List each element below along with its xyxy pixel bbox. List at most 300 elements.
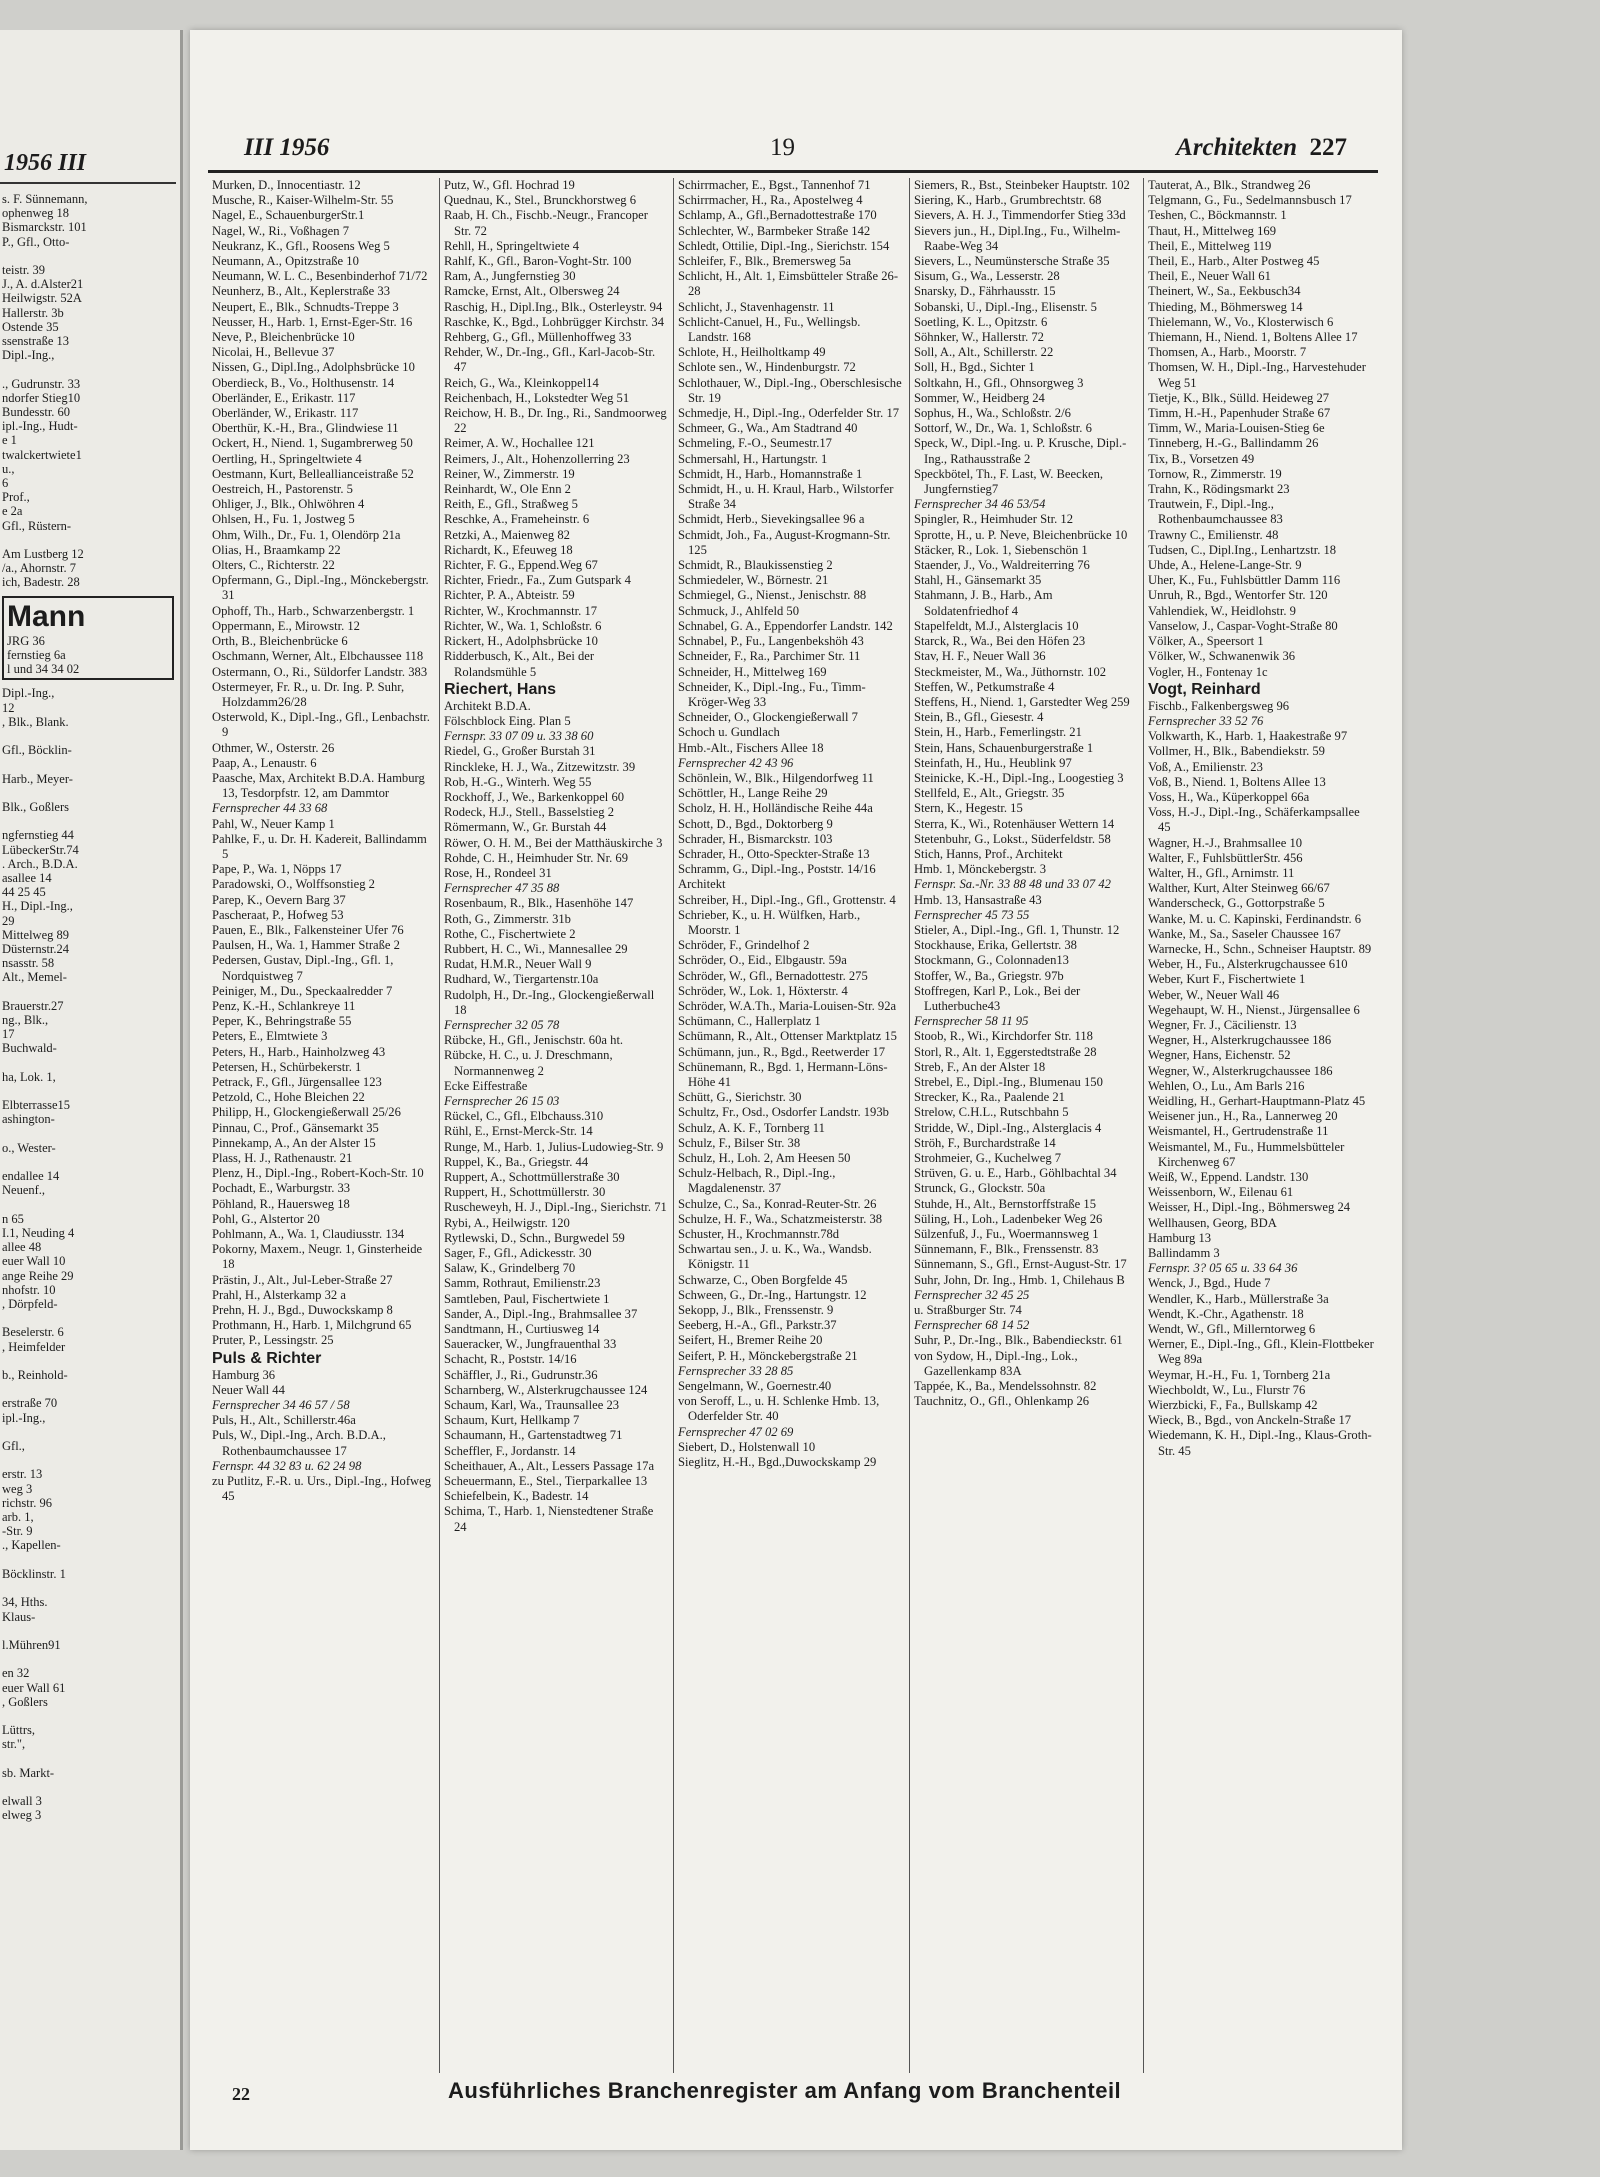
directory-entry: Spingler, R., Heimhuder Str. 12 xyxy=(914,512,1074,527)
page-number: 227 xyxy=(1309,134,1347,161)
directory-entry: Schoch u. Gundlach xyxy=(678,725,780,740)
directory-columns xyxy=(208,178,1378,2073)
directory-entry: Schäffler, J., Ri., Gudrunstr.36 xyxy=(444,1367,598,1382)
directory-entry: Schultz, Fr., Osd., Osdorfer Landstr. 193b xyxy=(678,1105,889,1120)
directory-entry: Sengelmann, W., Goernestr.40 xyxy=(678,1379,832,1394)
directory-entry: Rehll, H., Springeltwiete 4 xyxy=(444,238,580,253)
directory-entry: Paasche, Max, Architekt B.D.A. Hamburg 13, Tesdorpfstr. 12, am Dammtor xyxy=(212,770,425,801)
left-entry-line: , Blk., Blank. xyxy=(2,714,69,729)
left-entry-line: ipl.-Ing., xyxy=(2,1410,46,1425)
directory-entry: Oberländer, W., Erikastr. 117 xyxy=(212,406,359,421)
directory-entry: Oestmann, Kurt, Belleallianceistraße 52 xyxy=(212,466,414,481)
left-entry-line: Harb., Meyer- xyxy=(2,771,73,786)
directory-entry: Siebert, D., Holstenwall 10 xyxy=(678,1439,816,1454)
directory-entry: Thiemann, H., Niend. 1, Boltens Allee 17 xyxy=(1148,330,1358,345)
directory-entry: Snarsky, D., Fährhausstr. 15 xyxy=(914,284,1056,299)
directory-entry: Ruscheweyh, H. J., Dipl.-Ing., Sierichstr. 71 xyxy=(444,1200,667,1215)
directory-entry: Schmiedeler, W., Börnestr. 21 xyxy=(678,573,829,588)
directory-entry: Rehberg, G., Gfl., Müllenhoffweg 33 xyxy=(444,330,632,345)
directory-entry: Siering, K., Harb., Grumbrechtstr. 68 xyxy=(914,193,1102,208)
directory-entry: Opfermann, G., Dipl.-Ing., Mönckebergstr. 31 xyxy=(212,573,429,603)
left-entry-line: richstr. 96 xyxy=(2,1495,52,1510)
left-entry-line xyxy=(2,729,174,743)
directory-entry: Petrack, F., Gfl., Jürgensallee 123 xyxy=(212,1074,382,1089)
directory-entry: Olias, H., Braamkamp 22 xyxy=(212,542,341,557)
directory-entry: Richter, W., Wa. 1, Schloßstr. 6 xyxy=(444,618,602,633)
left-entry-line xyxy=(2,1581,174,1595)
left-entry-line: u., xyxy=(2,461,15,476)
directory-entry: Sisum, G., Wa., Lesserstr. 28 xyxy=(914,269,1060,284)
directory-entry: Strunck, G., Glockstr. 50a xyxy=(914,1181,1046,1196)
phone-number: Fernsprecher 45 73 55 xyxy=(914,907,1030,922)
directory-entry: Sievers jun., H., Dipl.Ing., Fu., Wilhelm-Raabe-Weg 34 xyxy=(914,223,1121,253)
directory-entry: Paulsen, H., Wa. 1, Hammer Straße 2 xyxy=(212,938,400,953)
directory-entry: Schröder, F., Grindelhof 2 xyxy=(678,938,810,953)
phone-number: Fernspr. 33 07 09 u. 33 38 60 xyxy=(444,729,594,744)
directory-entry: Schünemann, R., Bgd. 1, Hermann-Löns-Höhe 41 xyxy=(678,1059,888,1089)
directory-entry: Wanke, M., Sa., Saseler Chaussee 167 xyxy=(1148,926,1341,941)
left-entry-line: I.1, Neuding 4 xyxy=(2,1226,75,1241)
left-entry-line: H., Dipl.-Ing., xyxy=(2,899,73,914)
directory-entry: Sievers, A. H. J., Timmendorfer Stieg 33d xyxy=(914,208,1126,223)
directory-entry: Samm, Rothraut, Emilienstr.23 xyxy=(444,1276,601,1291)
left-entry-line: , Heimfelder xyxy=(2,1339,66,1354)
featured-architect-name: Riechert, Hans xyxy=(444,680,557,698)
directory-entry: Wierzbicki, F., Fa., Bullskamp 42 xyxy=(1148,1398,1318,1413)
directory-entry: Rübcke, H. C., u. J. Dreschmann, Normannenweg 2 xyxy=(444,1048,613,1078)
directory-entry: Ohm, Wilh., Dr., Fu. 1, Olendörp 21a xyxy=(212,527,401,542)
column-divider xyxy=(673,178,674,2073)
left-entry-line: ophenweg 18 xyxy=(2,206,69,221)
left-entry-line: 17 xyxy=(2,1027,15,1042)
directory-entry: Weidling, H., Gerhart-Hauptmann-Platz 45 xyxy=(1148,1093,1366,1108)
directory-entry: Siemers, R., Bst., Steinbeker Hauptstr. 102 xyxy=(914,178,1130,192)
directory-entry: Stockhause, Erika, Gellertstr. 38 xyxy=(914,938,1077,953)
directory-entry: Unruh, R., Bgd., Wentorfer Str. 120 xyxy=(1148,588,1328,603)
left-entry-line xyxy=(2,1709,174,1723)
directory-entry: Schmeling, F.-O., Seumestr.17 xyxy=(678,436,832,451)
directory-entry: Timm, W., Maria-Louisen-Stieg 6e xyxy=(1148,421,1325,436)
directory-entry: Vollmer, H., Blk., Babendiekstr. 59 xyxy=(1148,744,1325,759)
directory-entry: Schröder, W.A.Th., Maria-Louisen-Str. 92a xyxy=(678,998,897,1013)
column-divider xyxy=(439,178,440,2073)
directory-entry: Stern, K., Hegestr. 15 xyxy=(914,801,1023,816)
directory-entry: Tappée, K., Ba., Mendelssohnstr. 82 xyxy=(914,1379,1097,1394)
directory-entry: Seifert, P. H., Mönckebergstraße 21 xyxy=(678,1348,858,1363)
directory-entry: Wanderscheck, G., Gottorpstraße 5 xyxy=(1148,896,1325,911)
directory-column xyxy=(208,178,438,2073)
directory-entry: Telgmann, G., Fu., Sedelmannsbusch 17 xyxy=(1148,193,1352,208)
directory-entry: Sobanski, U., Dipl.-Ing., Elisenstr. 5 xyxy=(914,299,1097,314)
directory-entry: Uhde, A., Helene-Lange-Str. 9 xyxy=(1148,558,1302,573)
directory-entry: Schaum, Karl, Wa., Traunsallee 23 xyxy=(444,1398,620,1413)
directory-entry: Rühl, E., Ernst-Merck-Str. 14 xyxy=(444,1124,593,1139)
directory-entry: Schmidt, Joh., Fa., August-Krogmann-Str. 125 xyxy=(678,527,891,557)
left-entry-line: P., Gfl., Otto- xyxy=(2,234,70,249)
directory-entry: Schulz, F., Bilser Str. 38 xyxy=(678,1135,801,1150)
left-entry-line: Dipl.-Ing., xyxy=(2,686,55,701)
directory-entry: Parep, K., Oevern Barg 37 xyxy=(212,892,346,907)
directory-entry: Stich, Hanns, Prof., Architekt xyxy=(914,846,1063,861)
directory-entry: Richter, P. A., Abteistr. 59 xyxy=(444,588,575,603)
left-entry-line: 29 xyxy=(2,913,15,928)
directory-entry: Samtleben, Paul, Fischertwiete 1 xyxy=(444,1291,610,1306)
left-entry-line: Alt., Memel- xyxy=(2,970,67,985)
directory-entry: Othmer, W., Osterstr. 26 xyxy=(212,740,335,755)
directory-entry: Sünnemann, S., Gfl., Ernst-August-Str. 17 xyxy=(914,1257,1127,1272)
directory-entry: Soll, A., Alt., Schillerstr. 22 xyxy=(914,345,1054,360)
left-entry-line xyxy=(2,249,174,263)
directory-entry: Schrader, H., Bismarckstr. 103 xyxy=(678,831,833,846)
directory-entry: Walter, F., FuhlsbüttlerStr. 456 xyxy=(1148,850,1303,865)
directory-entry: Wegner, Fr. J., Cäcilienstr. 13 xyxy=(1148,1017,1297,1032)
phone-number: Fernsprecher 47 35 88 xyxy=(444,881,560,896)
left-entry-line: Prof., xyxy=(2,490,30,505)
phone-number: Fernsprecher 44 33 68 xyxy=(212,801,328,816)
directory-entry: Fölschblock Eing. Plan 5 xyxy=(444,713,571,728)
directory-entry: Wanke, M. u. C. Kapinski, Ferdinandstr. 6 xyxy=(1148,911,1362,926)
left-entry-line xyxy=(2,985,174,999)
directory-entry: Reimer, A. W., Hochallee 121 xyxy=(444,436,595,451)
directory-entry: Schneider, F., Ra., Parchimer Str. 11 xyxy=(678,649,861,664)
directory-entry: Sottorf, W., Dr., Wa. 1, Schloßstr. 6 xyxy=(914,421,1092,436)
advert-line: fernstieg 6a xyxy=(7,647,66,662)
left-header-rule xyxy=(0,182,176,184)
directory-entry: Schwarze, C., Oben Borgfelde 45 xyxy=(678,1272,848,1287)
directory-entry: Rudat, H.M.R., Neuer Wall 9 xyxy=(444,957,592,972)
section-name: Architekten xyxy=(1176,134,1297,161)
directory-entry: Walter, H., Gfl., Arnimstr. 11 xyxy=(1148,865,1295,880)
directory-entry: Stieler, A., Dipl.-Ing., Gfl. 1, Thunstr. 12 xyxy=(914,922,1120,937)
directory-entry: Schneider, K., Dipl.-Ing., Fu., Timm-Kröger-Weg 33 xyxy=(678,679,866,709)
directory-entry: Rahlf, K., Gfl., Baron-Voght-Str. 100 xyxy=(444,254,632,269)
left-entry-line: ich, Badestr. 28 xyxy=(2,575,80,590)
directory-entry: Ecke Eiffestraße xyxy=(444,1078,528,1093)
directory-column xyxy=(440,178,672,2073)
directory-entry: Stein, Hans, Schauenburgerstraße 1 xyxy=(914,740,1094,755)
directory-entry: Ströh, F., Burchardstraße 14 xyxy=(914,1135,1056,1150)
directory-entry: Theil, E., Neuer Wall 61 xyxy=(1148,269,1271,284)
directory-entry: Murken, D., Innocentiastr. 12 xyxy=(212,178,361,192)
left-entry-line: Böcklinstr. 1 xyxy=(2,1566,66,1581)
directory-entry: Wehlen, O., Lu., Am Barls 216 xyxy=(1148,1078,1305,1093)
phone-number: Fernspr. 3? 05 65 u. 33 64 36 xyxy=(1148,1261,1298,1276)
phone-number: Fernsprecher 33 52 76 xyxy=(1148,713,1264,728)
directory-column xyxy=(910,178,1142,2073)
directory-entry: Strüven, G. u. E., Harb., Göhlbachtal 34 xyxy=(914,1166,1117,1181)
phone-number: Fernsprecher 26 15 03 xyxy=(444,1093,560,1108)
left-entry-line xyxy=(2,1752,174,1766)
directory-entry: Neumann, W. L. C., Besenbinderhof 71/72 xyxy=(212,269,428,284)
directory-entry: Pahl, W., Neuer Kamp 1 xyxy=(212,816,335,831)
page-header xyxy=(190,126,1402,176)
directory-entry: Schrieber, K., u. H. Wülfken, Harb., Moorstr. 1 xyxy=(678,907,861,937)
directory-entry: Weber, Kurt F., Fischertwiete 1 xyxy=(1148,972,1306,987)
directory-entry: Reschke, A., Frameheinstr. 6 xyxy=(444,512,590,527)
directory-entry: Sülzenfuß, J., Fu., Woermannsweg 1 xyxy=(914,1227,1099,1242)
directory-entry: Tornow, R., Zimmerstr. 19 xyxy=(1148,466,1282,481)
directory-page xyxy=(190,30,1402,2150)
left-entry-line: Brauerstr.27 xyxy=(2,998,64,1013)
directory-entry: Ohliger, J., Blk., Ohlwöhren 4 xyxy=(212,497,365,512)
directory-entry: Penz, K.-H., Schlankreye 11 xyxy=(212,998,356,1013)
left-entry-line: /a., Ahornstr. 7 xyxy=(2,561,76,576)
directory-entry: Rodeck, H.J., Stell., Basselstieg 2 xyxy=(444,805,615,820)
directory-entry: Timm, H.-H., Papenhuder Straße 67 xyxy=(1148,406,1331,421)
directory-entry: Schledt, Ottilie, Dipl.-Ing., Sierichstr. 154 xyxy=(678,238,890,253)
left-entry-line xyxy=(2,1425,174,1439)
directory-entry: Thomsen, W. H., Dipl.-Ing., Harvestehuder Weg 51 xyxy=(1148,360,1366,390)
directory-entry: Speck, W., Dipl.-Ing. u. P. Krusche, Dipl.-Ing., Rathausstraße 2 xyxy=(914,436,1127,466)
directory-entry: Strecker, K., Ra., Paalende 21 xyxy=(914,1090,1065,1105)
advert-name: Mann xyxy=(7,599,86,633)
left-entry-line: arb. 1, xyxy=(2,1510,34,1525)
directory-entry: Wendt, K.-Chr., Agathenstr. 18 xyxy=(1148,1306,1304,1321)
directory-entry: zu Putlitz, F.-R. u. Urs., Dipl.-Ing., Hofweg 45 xyxy=(212,1474,432,1504)
directory-entry: Oestreich, H., Pastorenstr. 5 xyxy=(212,482,353,497)
left-entry-line: J., A. d.Alster21 xyxy=(2,277,84,292)
directory-entry: Schleifer, F., Blk., Bremersweg 5a xyxy=(678,254,852,269)
directory-entry: Suhr, John, Dr. Ing., Hmb. 1, Chilehaus B xyxy=(914,1272,1125,1287)
directory-entry: Oberdieck, B., Vo., Holthusenstr. 14 xyxy=(212,375,395,390)
directory-entry: Steinfath, H., Hu., Heublink 97 xyxy=(914,755,1072,770)
directory-entry: Petersen, H., Schürbekerstr. 1 xyxy=(212,1059,362,1074)
directory-entry: Schaum, Kurt, Hellkamp 7 xyxy=(444,1413,580,1428)
directory-entry: Wegner, H., Alsterkrugchaussee 186 xyxy=(1148,1033,1332,1048)
directory-entry: Schmersahl, H., Hartungstr. 1 xyxy=(678,451,828,466)
phone-number: Fernsprecher 34 46 57 / 58 xyxy=(212,1398,350,1413)
directory-entry: Schmidt, H., Harb., Homannstraße 1 xyxy=(678,466,863,481)
directory-entry: Weismantel, M., Fu., Hummelsbütteler Kirchenweg 67 xyxy=(1148,1139,1345,1169)
directory-entry: Oppermann, E., Mirowstr. 12 xyxy=(212,618,360,633)
directory-entry: Stridde, W., Dipl.-Ing., Alsterglacis 4 xyxy=(914,1120,1102,1135)
directory-entry: Vahlendiek, W., Heidlohstr. 9 xyxy=(1148,603,1296,618)
directory-entry: Sophus, H., Wa., Schloßstr. 2/6 xyxy=(914,406,1071,421)
left-entry-line: ssenstraße 13 xyxy=(2,334,69,349)
left-entry-line xyxy=(2,1198,174,1212)
directory-entry: Pascheraat, P., Hofweg 53 xyxy=(212,907,344,922)
left-entry-line: LübeckerStr.74 xyxy=(2,842,79,857)
left-entry-line: 12 xyxy=(2,700,15,715)
directory-entry: Roth, G., Zimmerstr. 31b xyxy=(444,911,571,926)
directory-entry: Osterwold, K., Dipl.-Ing., Gfl., Lenbachstr. 9 xyxy=(212,710,430,740)
directory-entry: Pinnau, C., Prof., Gänsemarkt 35 xyxy=(212,1120,379,1135)
left-page-fragment xyxy=(0,30,183,2150)
directory-entry: Schöttler, H., Lange Reihe 29 xyxy=(678,786,828,801)
directory-entry: Runge, M., Harb. 1, Julius-Ludowieg-Str. 9 xyxy=(444,1139,664,1154)
left-entry-line: Beselerstr. 6 xyxy=(2,1325,64,1340)
directory-entry: Pinnekamp, A., An der Alster 15 xyxy=(212,1135,376,1150)
directory-entry: Sager, F., Gfl., Adickesstr. 30 xyxy=(444,1246,592,1261)
left-entry-line: elwall 3 xyxy=(2,1794,42,1809)
directory-entry: Schwartau sen., J. u. K., Wa., Wandsb. Königstr. 11 xyxy=(678,1242,872,1272)
directory-entry: Hamburg 13 xyxy=(1148,1230,1212,1245)
directory-entry: Ballindamm 3 xyxy=(1148,1246,1220,1261)
directory-entry: Voss, H.-J., Dipl.-Ing., Schäferkampsallee 45 xyxy=(1148,805,1360,835)
directory-entry: Weissenborn, W., Eilenau 61 xyxy=(1148,1185,1294,1200)
directory-entry: Neupert, E., Blk., Schnudts-Treppe 3 xyxy=(212,299,399,314)
left-entry-line xyxy=(2,533,174,547)
directory-entry: Raschke, K., Bgd., Lohbrügger Kirchstr. 34 xyxy=(444,314,665,329)
directory-entry: Schrader, H., Otto-Speckter-Straße 13 xyxy=(678,846,870,861)
directory-entry: Rudolph, H., Dr.-Ing., Glockengießerwall 18 xyxy=(444,987,655,1017)
directory-entry: Soltkahn, H., Gfl., Ohnsorgweg 3 xyxy=(914,375,1084,390)
directory-entry: Völker, A., Speersort 1 xyxy=(1148,634,1264,649)
left-entry-line: Mittelweg 89 xyxy=(2,927,70,942)
directory-entry: Weber, W., Neuer Wall 46 xyxy=(1148,987,1280,1002)
directory-entry: Neumann, A., Opitzstraße 10 xyxy=(212,254,359,269)
phone-number: Fernspr. Sa.-Nr. 33 88 48 und 33 07 42 xyxy=(914,877,1111,892)
directory-entry: Wagner, H.-J., Brahmsallee 10 xyxy=(1148,835,1303,850)
directory-entry: von Seroff, L., u. H. Schlenke Hmb. 13, Oderfelder Str. 40 xyxy=(678,1394,880,1424)
left-entry-line: 44 25 45 xyxy=(2,885,46,900)
phone-number: Fernsprecher 32 05 78 xyxy=(444,1017,560,1032)
directory-entry: Scholz, H. H., Holländische Reihe 44a xyxy=(678,801,873,816)
directory-entry: Reiner, W., Zimmerstr. 19 xyxy=(444,466,575,481)
directory-entry: Orth, B., Bleichenbrücke 6 xyxy=(212,634,348,649)
directory-entry: Tinneberg, H.-G., Ballindamm 26 xyxy=(1148,436,1319,451)
directory-entry: Streb, F., An der Alster 18 xyxy=(914,1059,1046,1074)
left-entry-line: Düsternstr.24 xyxy=(2,941,70,956)
directory-entry: Prahl, H., Alsterkamp 32 a xyxy=(212,1287,346,1302)
left-entry-line: s. F. Sünnemann, xyxy=(2,192,88,206)
directory-entry: Schlothauer, W., Dipl.-Ing., Oberschlesische Str. 19 xyxy=(678,375,902,405)
directory-entry: Schümann, C., Hallerplatz 1 xyxy=(678,1014,821,1029)
left-entry-line: Am Lustberg 12 xyxy=(2,547,84,562)
left-entry-line: Buchwald- xyxy=(2,1041,57,1056)
left-entry-line xyxy=(2,1553,174,1567)
directory-entry: Schulz, H., Loh. 2, Am Heesen 50 xyxy=(678,1151,851,1165)
phone-number: Fernsprecher 33 28 85 xyxy=(678,1363,794,1378)
directory-entry: Suhr, P., Dr.-Ing., Blk., Babendieckstr. 61 xyxy=(914,1333,1123,1348)
directory-entry: Salaw, K., Grindelberg 70 xyxy=(444,1261,576,1276)
left-entry-line: asallee 14 xyxy=(2,870,52,885)
directory-entry: Wendler, K., Harb., Müllerstraße 3a xyxy=(1148,1291,1329,1306)
directory-entry: Sterra, K., Wi., Rotenhäuser Wettern 14 xyxy=(914,816,1115,831)
left-entry-line: Klaus- xyxy=(2,1609,36,1624)
left-entry-line: en 32 xyxy=(2,1666,30,1681)
directory-entry: Ram, A., Jungfernstieg 30 xyxy=(444,269,576,284)
directory-entry: Rybi, A., Heilwigstr. 120 xyxy=(444,1215,570,1230)
directory-entry: Stoob, R., Wi., Kirchdorfer Str. 118 xyxy=(914,1029,1093,1044)
directory-entry: Prehn, H. J., Bgd., Duwockskamp 8 xyxy=(212,1303,393,1318)
directory-entry: Pohl, G., Alstertor 20 xyxy=(212,1211,320,1226)
directory-entry: Weymar, H.-H., Fu. 1, Tornberg 21a xyxy=(1148,1367,1331,1382)
volume-year: III 1956 xyxy=(244,134,330,161)
directory-entry: Söhnker, W., Hallerstr. 72 xyxy=(914,330,1044,345)
directory-entry: Oberländer, E., Erikastr. 117 xyxy=(212,390,356,405)
directory-entry: Hamburg 36 xyxy=(212,1367,276,1382)
directory-entry: Stockmann, G., Colonnaden13 xyxy=(914,953,1069,968)
directory-entry: Paap, A., Lenaustr. 6 xyxy=(212,755,317,770)
directory-entry: Raab, H. Ch., Fischb.-Neugr., Francoper Str. 72 xyxy=(444,208,648,238)
directory-entry: Rockhoff, J., We., Barkenkoppel 60 xyxy=(444,789,625,804)
directory-entry: Trahn, K., Rödingsmarkt 23 xyxy=(1148,482,1290,497)
left-entry-line: l.Mühren91 xyxy=(2,1637,61,1652)
directory-entry: Reich, G., Wa., Kleinkoppel14 xyxy=(444,375,599,390)
directory-entry: Architekt xyxy=(678,877,726,892)
directory-entry: Oertling, H., Springeltwiete 4 xyxy=(212,451,362,466)
directory-entry: Ockert, H., Niend. 1, Sugambrerweg 50 xyxy=(212,436,413,451)
directory-entry: Stav, H. F., Neuer Wall 36 xyxy=(914,649,1046,664)
directory-entry: Musche, R., Kaiser-Wilhelm-Str. 55 xyxy=(212,193,394,208)
directory-entry: Pochadt, E., Warburgstr. 33 xyxy=(212,1181,351,1196)
phone-number: Fernsprecher 32 45 25 xyxy=(914,1287,1030,1302)
left-entry-line: ng., Blk., xyxy=(2,1012,49,1027)
directory-entry: Trautwein, F., Dipl.-Ing., Rothenbaumchaussee 83 xyxy=(1148,497,1283,527)
directory-entry: Rübcke, H., Gfl., Jenischstr. 60a ht. xyxy=(444,1033,624,1048)
page-footer xyxy=(190,2078,1402,2108)
directory-entry: Schaumann, H., Gartenstadtweg 71 xyxy=(444,1428,623,1443)
directory-entry: Pöhland, R., Hauersweg 18 xyxy=(212,1196,350,1211)
left-entry-line: ., Gudrunstr. 33 xyxy=(2,376,81,391)
directory-entry: Schramm, G., Dipl.-Ing., Poststr. 14/16 xyxy=(678,862,876,877)
left-entry-line: Dipl.-Ing., xyxy=(2,348,55,363)
left-entry-line: teistr. 39 xyxy=(2,263,46,278)
left-entry-line xyxy=(2,786,174,800)
directory-entry: Richardt, K., Efeuweg 18 xyxy=(444,542,573,557)
directory-entry: Schütt, G., Sierichstr. 30 xyxy=(678,1090,802,1105)
featured-architect-name: Vogt, Reinhard xyxy=(1148,680,1261,698)
left-entry-line xyxy=(2,1056,174,1070)
left-entry-line xyxy=(2,1084,174,1098)
directory-entry: Walther, Kurt, Alter Steinweg 66/67 xyxy=(1148,881,1330,896)
directory-entry: Scheithauer, A., Alt., Lessers Passage 17a xyxy=(444,1458,655,1473)
directory-entry: Reinhardt, W., Ole Enn 2 xyxy=(444,482,571,497)
directory-entry: Plenz, H., Dipl.-Ing., Robert-Koch-Str. 10 xyxy=(212,1166,424,1181)
left-entry-line: Elbterrasse15 xyxy=(2,1098,71,1113)
directory-entry: Pahlke, F., u. Dr. H. Kadereit, Ballindamm 5 xyxy=(212,831,427,861)
directory-entry: Schulz-Helbach, R., Dipl.-Ing., Magdalenenstr. 37 xyxy=(678,1166,836,1196)
left-entry-line: Bundesstr. 60 xyxy=(2,405,71,420)
directory-entry: Philipp, H., Glockengießerwall 25/26 xyxy=(212,1105,401,1120)
directory-entry: Schnabel, P., Fu., Langenbekshöh 43 xyxy=(678,634,864,649)
directory-entry: Neukranz, K., Gfl., Roosens Weg 5 xyxy=(212,238,390,253)
directory-entry: Peiniger, M., Du., Speckaalredder 7 xyxy=(212,983,393,998)
directory-entry: Storl, R., Alt. 1, Eggerstedtstraße 28 xyxy=(914,1044,1097,1059)
directory-entry: Rehder, W., Dr.-Ing., Gfl., Karl-Jacob-Str. 47 xyxy=(444,345,656,375)
phone-number: Fernsprecher 58 11 95 xyxy=(914,1014,1029,1029)
directory-entry: Thaut, H., Mittelweg 169 xyxy=(1148,223,1277,238)
directory-entry: Neunherz, B., Alt., Keplerstraße 33 xyxy=(212,284,391,299)
directory-entry: Schnabel, G. A., Eppendorfer Landstr. 142 xyxy=(678,618,893,633)
directory-entry: Rob, H.-G., Winterh. Weg 55 xyxy=(444,774,592,789)
directory-entry: Rohde, C. H., Heimhuder Str. Nr. 69 xyxy=(444,850,628,865)
left-entry-line xyxy=(2,1127,174,1141)
directory-entry: Pauen, E., Blk., Falkensteiner Ufer 76 xyxy=(212,922,404,937)
directory-entry: Steffens, H., Niend. 1, Garstedter Weg 259 xyxy=(914,694,1130,709)
directory-entry: Schlamp, A., Gfl.,Bernadottestraße 170 xyxy=(678,208,877,223)
directory-entry: Volkwarth, K., Harb. 1, Haakestraße 97 xyxy=(1148,729,1348,744)
directory-entry: Ohlsen, H., Fu. 1, Jostweg 5 xyxy=(212,512,355,527)
left-entry-line: Gfl., Böcklin- xyxy=(2,743,72,758)
directory-entry: Schlicht, J., Stavenhagenstr. 11 xyxy=(678,299,835,314)
left-entry-line: e 2a xyxy=(2,504,23,519)
directory-entry: Tauchnitz, O., Gfl., Ohlenkamp 26 xyxy=(914,1394,1090,1409)
left-entry-line: nsasstr. 58 xyxy=(2,956,55,971)
directory-entry: Starck, R., Wa., Bei den Höfen 23 xyxy=(914,634,1086,649)
left-entry-line xyxy=(2,1382,174,1396)
directory-entry: Voß, B., Niend. 1, Boltens Allee 13 xyxy=(1148,774,1326,789)
directory-entry: Hmb. 13, Hansastraße 43 xyxy=(914,892,1042,907)
directory-entry: Schmidt, Herb., Sievekingsallee 96 a xyxy=(678,512,865,527)
directory-entry: Steinicke, K.-H., Dipl.-Ing., Loogestieg 3 xyxy=(914,770,1124,785)
directory-entry: Tudsen, C., Dipl.Ing., Lenhartzstr. 18 xyxy=(1148,542,1337,557)
directory-entry: Schlechter, W., Barmbeker Straße 142 xyxy=(678,223,871,238)
section-title xyxy=(1176,134,1347,162)
directory-entry: Raschig, H., Dipl.Ing., Blk., Osterleystr. 94 xyxy=(444,299,663,314)
left-entry-line: Lüttrs, xyxy=(2,1723,35,1738)
